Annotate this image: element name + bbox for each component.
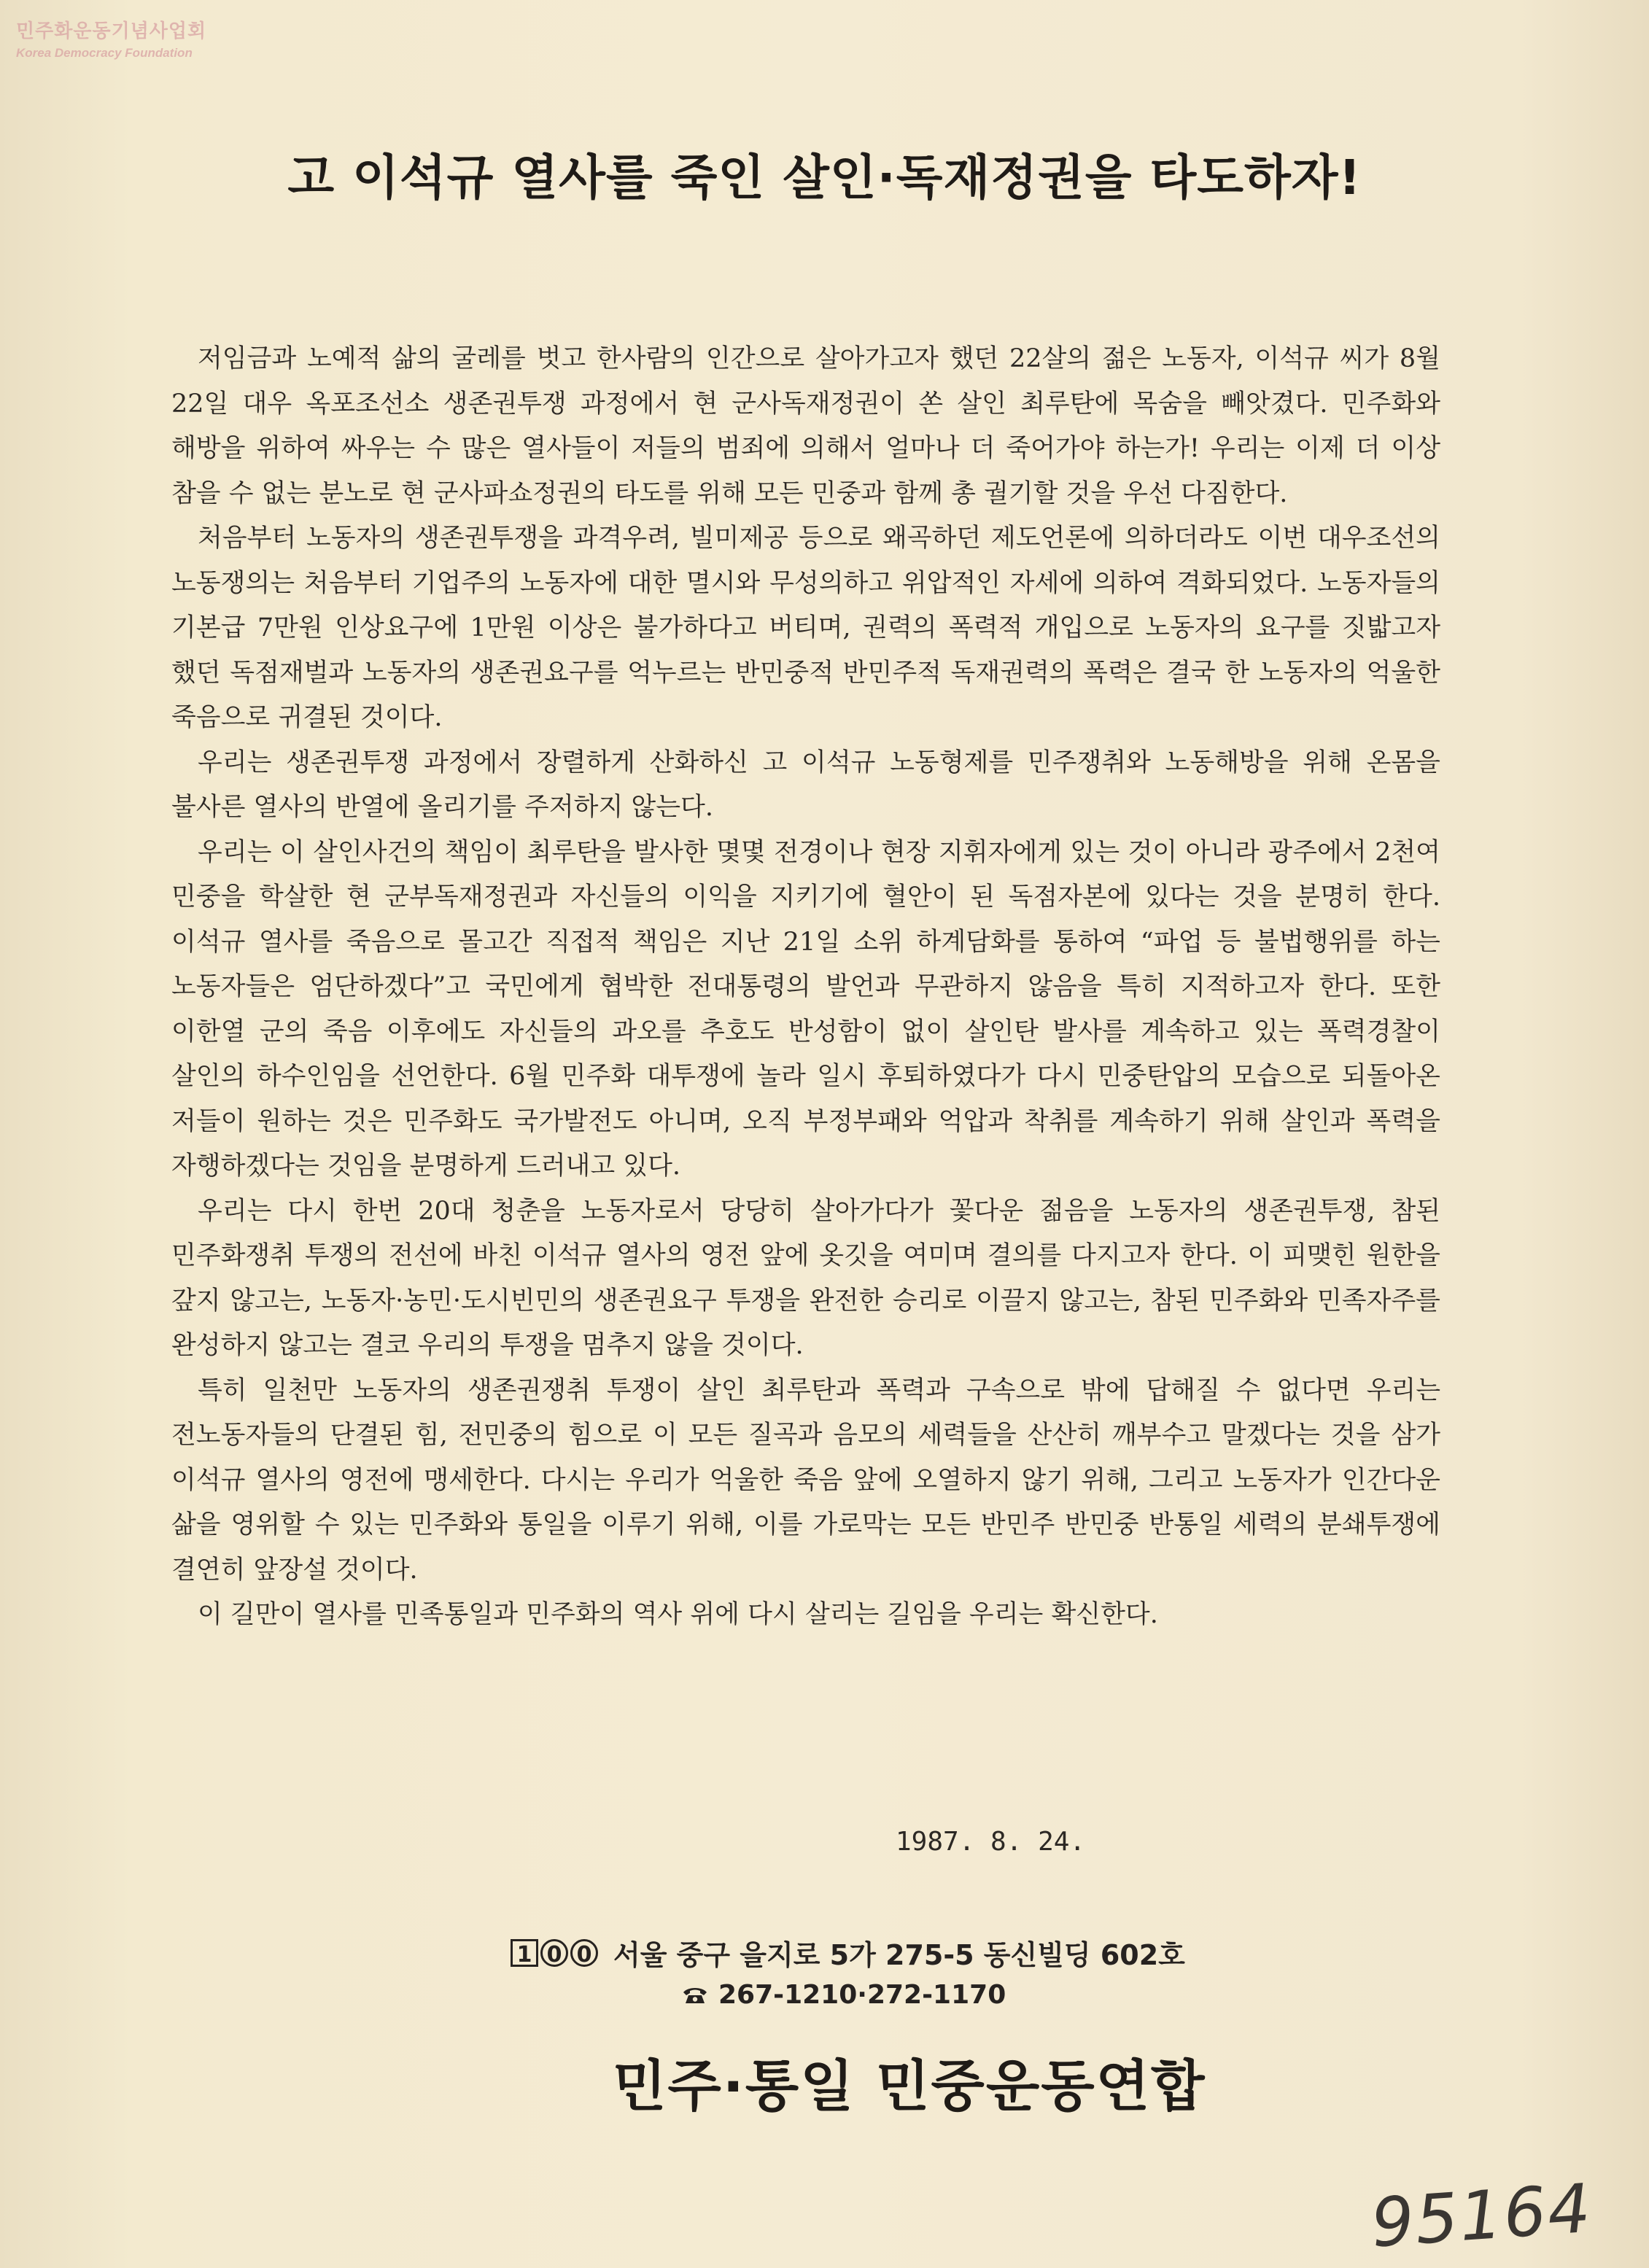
document-date: 1987. 8. 24. [896,1827,1086,1857]
paragraph: 우리는 생존권투쟁 과정에서 장렬하게 산화하신 고 이석규 노동형제를 민주쟁취와 노동해방을 위해 온몸을 불사른 열사의 반열에 올리기를 주저하지 않는다. [171,747,1440,822]
phone-number: 267-1210·272-1170 [718,1980,1006,2010]
postal-code-digit: 0 [540,1939,568,1967]
telephone-icon [682,1986,708,2005]
watermark-english: Korea Democracy Foundation [16,46,193,60]
statement-body [171,337,1440,1638]
document-title: 고 이석규 열사를 죽인 살인·독재정권을 타도하자! [287,149,1362,206]
address-text: 서울 중구 을지로 5가 275-5 동신빌딩 602호 [613,1939,1185,1971]
handwritten-archive-number: 95164 [1368,2169,1595,2263]
postal-code-digit: 1 [511,1939,538,1967]
organization-name: 민주·통일 민중운동연합 [613,2054,1206,2119]
phone-line [682,1980,1006,2010]
postal-code-digit: 0 [570,1939,598,1967]
paragraph: 특히 일천만 노동자의 생존권쟁취 투쟁이 살인 최루탄과 폭력과 구속으로 밖에 답해질 수 없다면 우리는 전노동자들의 단결된 힘, 전민중의 힘으로 이 모든 질곡과 음모의 세력들을 산산히 깨부수고 말겠다는 것을 삼가 이석규 열사의 영전에 맹세한다. 다시는 우리가 억울한 죽음 앞에 오열하지 않기 위해, 그리고 노동자가 인간다운 삶을 영위할 수 있는 민주화와 통일을 이루기 위해, 이를 가로막는 모든 반민주 반민중 반통일 세력의 분쇄투쟁에 결연히 앞장설 것이다. [171,1375,1440,1585]
watermark-korean: 민주화운동기념사업회 [16,20,207,42]
paragraph: 우리는 다시 한번 20대 청춘을 노동자로서 당당히 살아가다가 꽃다운 젊음을 노동자의 생존권투쟁, 참된 민주화쟁취 투쟁의 전선에 바친 이석규 열사의 영전 앞에 옷깃을 여미며 결의를 다지고자 한다. 이 피맺힌 원한을 갚지 않고는, 노동자·농민·도시빈민의 생존권요구 투쟁을 완전한 승리로 이끌지 않고는, 참된 민주화와 민족자주를 완성하지 않고는 결코 우리의 투쟁을 멈추지 않을 것이다. [171,1196,1440,1360]
address-line [511,1933,1185,1973]
paragraph: 이 길만이 열사를 민족통일과 민주화의 역사 위에 다시 살리는 길임을 우리는 확신한다. [198,1600,1158,1629]
paragraph: 우리는 이 살인사건의 책임이 최루탄을 발사한 몇몇 전경이나 현장 지휘자에게 있는 것이 아니라 광주에서 2천여 민중을 학살한 현 군부독재정권과 자신들의 이익을 지키기에 혈안이 된 독점자본에 있다는 것을 분명히 한다. 이석규 열사를 죽음으로 몰고간 직접적 책임은 지난 21일 소위 하계담화를 통하여 “파업 등 불법행위를 하는 노동자들은 엄단하겠다”고 국민에게 협박한 전대통령의 발언과 무관하지 않음을 특히 지적하고자 한다. 또한 이한열 군의 죽음 이후에도 자신들의 과오를 추호도 반성함이 없이 살인탄 발사를 계속하고 있는 폭력경찰이 살인의 하수인임을 선언한다. 6월 민주화 대투쟁에 놀라 일시 후퇴하였다가 다시 민중탄압의 모습으로 되돌아온 저들이 원하는 것은 민주화도 국가발전도 아니며, 오직 부정부패와 억압과 착취를 계속하기 위해 살인과 폭력을 자행하겠다는 것임을 분명하게 드러내고 있다. [171,837,1440,1181]
watermark [16,16,206,61]
paragraph: 저임금과 노예적 삶의 굴레를 벗고 한사람의 인간으로 살아가고자 했던 22살의 젊은 노동자, 이석규 씨가 8월 22일 대우 옥포조선소 생존권투쟁 과정에서 현 군사독재정권이 쏜 살인 최루탄에 목숨을 빼앗겼다. 민주화와 해방을 위하여 싸우는 수 많은 열사들이 저들의 범죄에 의해서 얼마나 더 죽어가야 하는가! 우리는 이제 더 이상 참을 수 없는 분노로 현 군사파쇼정권의 타도를 위해 모든 민중과 함께 총 궐기할 것을 우선 다짐한다. [171,344,1440,508]
paragraph: 처음부터 노동자의 생존권투쟁을 과격우려, 빌미제공 등으로 왜곡하던 제도언론에 의하더라도 이번 대우조선의 노동쟁의는 처음부터 기업주의 노동자에 대한 멸시와 무성의하고 위압적인 자세에 의하여 격화되었다. 노동자들의 기본급 7만원 인상요구에 1만원 이상은 불가하다고 버티며, 권력의 폭력적 개입으로 노동자의 요구를 짓밟고자 했던 독점재벌과 노동자의 생존권요구를 억누르는 반민중적 반민주적 독재권력의 폭력은 결국 한 노동자의 억울한 죽음으로 귀결된 것이다. [171,524,1440,732]
